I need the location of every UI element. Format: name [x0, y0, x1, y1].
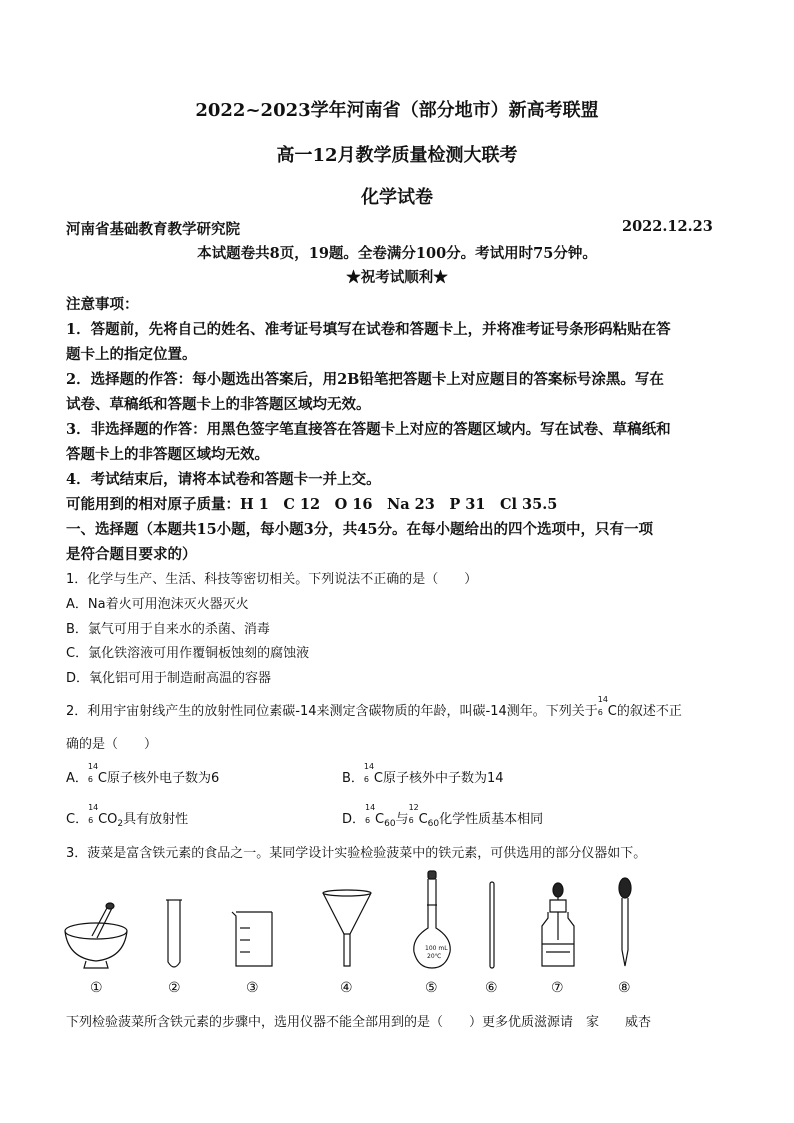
c14-isotope: 14 6 [597, 695, 608, 717]
q2-stem-line2: 确的是（ ） [66, 737, 158, 752]
note-1-line1: 1．答题前，先将自己的姓名、准考证号填写在试卷和答题卡上，并将准考证号条形码粘贴在答 [66, 321, 671, 338]
apparatus-label-7: ⑦ [551, 980, 564, 996]
apparatus-label-2: ② [168, 980, 181, 996]
apparatus-label-3: ③ [246, 980, 259, 996]
q2-option-c: C． 14 6 $CO_2$具有放射性 [66, 803, 189, 829]
q1-option-a: A．Na着火可用泡沫灭火器灭火 [66, 597, 249, 612]
apparatus-label-4: ④ [340, 980, 353, 996]
apparatus-label-6: ⑥ [485, 980, 498, 996]
section-1-heading-line1: 一、选择题（本题共15小题，每小题3分，共45分。在每小题给出的四个选项中，只有一项 [66, 521, 653, 538]
q2-option-d: D． 14 6 $C_{60}$与 12 6 $C_{60}$化学性质基本相同 [342, 803, 544, 829]
glass-rod-icon [490, 882, 494, 968]
dropper-icon [619, 878, 631, 966]
apparatus-label-1: ① [90, 980, 103, 996]
note-1-line2: 题卡上的指定位置。 [66, 346, 197, 363]
good-luck: ★祝考试顺利★ [346, 269, 448, 286]
q1-option-c: C．氯化铁溶液可用作覆铜板蚀刻的腐蚀液 [66, 646, 310, 661]
q1-stem: 1．化学与生产、生活、科技等密切相关。下列说法不正确的是（ ） [66, 572, 478, 587]
beaker-icon [232, 912, 272, 966]
flask-temperature: 20℃ [427, 953, 442, 960]
mortar-pestle-icon [65, 903, 127, 968]
flask-capacity: 100 mL [425, 945, 448, 952]
dropper-bottle-icon [542, 883, 574, 966]
subject-title: 化学试卷 [361, 187, 433, 208]
funnel-icon [323, 890, 371, 966]
q3-tail: 下列检验菠菜所含铁元素的步骤中，选用仪器不能全部用到的是（ ）更多优质滋源请 家 威杏 [66, 1015, 652, 1030]
notes-heading: 注意事项： [66, 296, 139, 313]
note-2-line1: 2．选择题的作答：每小题选出答案后，用2B铅笔把答题卡上对应题目的答案标号涂黑。写在 [66, 371, 664, 388]
organization: 河南省基础教育教学研究院 [66, 221, 240, 238]
note-4: 4．考试结束后，请将本试卷和答题卡一并上交。 [66, 471, 381, 488]
note-2-line2: 试卷、草稿纸和答题卡上的非答题区域均无效。 [66, 396, 371, 413]
note-3-line2: 答题卡上的非答题区域均无效。 [66, 446, 269, 463]
q2-option-a: A． 14 6 C原子核外电子数为6 [66, 762, 220, 786]
exam-info: 本试题卷共8页，19题。全卷满分100分。考试用时75分钟。 [197, 245, 597, 262]
q2-option-b: B． 14 6 C原子核外中子数为14 [342, 762, 504, 786]
q2-stem-text: 2．利用宇宙射线产生的放射性同位素碳-14来测定含碳物质的年龄，叫碳-14测年。下列关于 [66, 704, 598, 719]
exam-title-line1: 2022~2023学年河南省（部分地市）新高考联盟 [195, 100, 599, 121]
apparatus-label-8: ⑧ [618, 980, 631, 996]
test-tube-icon [166, 900, 182, 967]
exam-title-line2: 高一12月教学质量检测大联考 [276, 145, 518, 166]
section-1-heading-line2: 是符合题目要求的） [66, 546, 197, 563]
note-3-line1: 3．非选择题的作答：用黑色签字笔直接答在答题卡上对应的答题区域内。写在试卷、草稿纸和 [66, 421, 671, 438]
q3-stem: 3．菠菜是富含铁元素的食品之一。某同学设计实验检验菠菜中的铁元素，可供选用的部分仪器如下。 [66, 846, 647, 861]
q2-stem-tail: C的叙述不正 [607, 704, 682, 719]
apparatus-label-5: ⑤ [425, 980, 438, 996]
q1-option-b: B．氯气可用于自来水的杀菌、消毒 [66, 622, 270, 637]
exam-date: 2022.12.23 [622, 218, 713, 235]
atomic-masses: 可能用到的相对原子质量：H 1 C 12 O 16 Na 23 P 31 Cl 35.5 [66, 496, 558, 513]
q1-option-d: D．氧化铝可用于制造耐高温的容器 [66, 671, 272, 686]
